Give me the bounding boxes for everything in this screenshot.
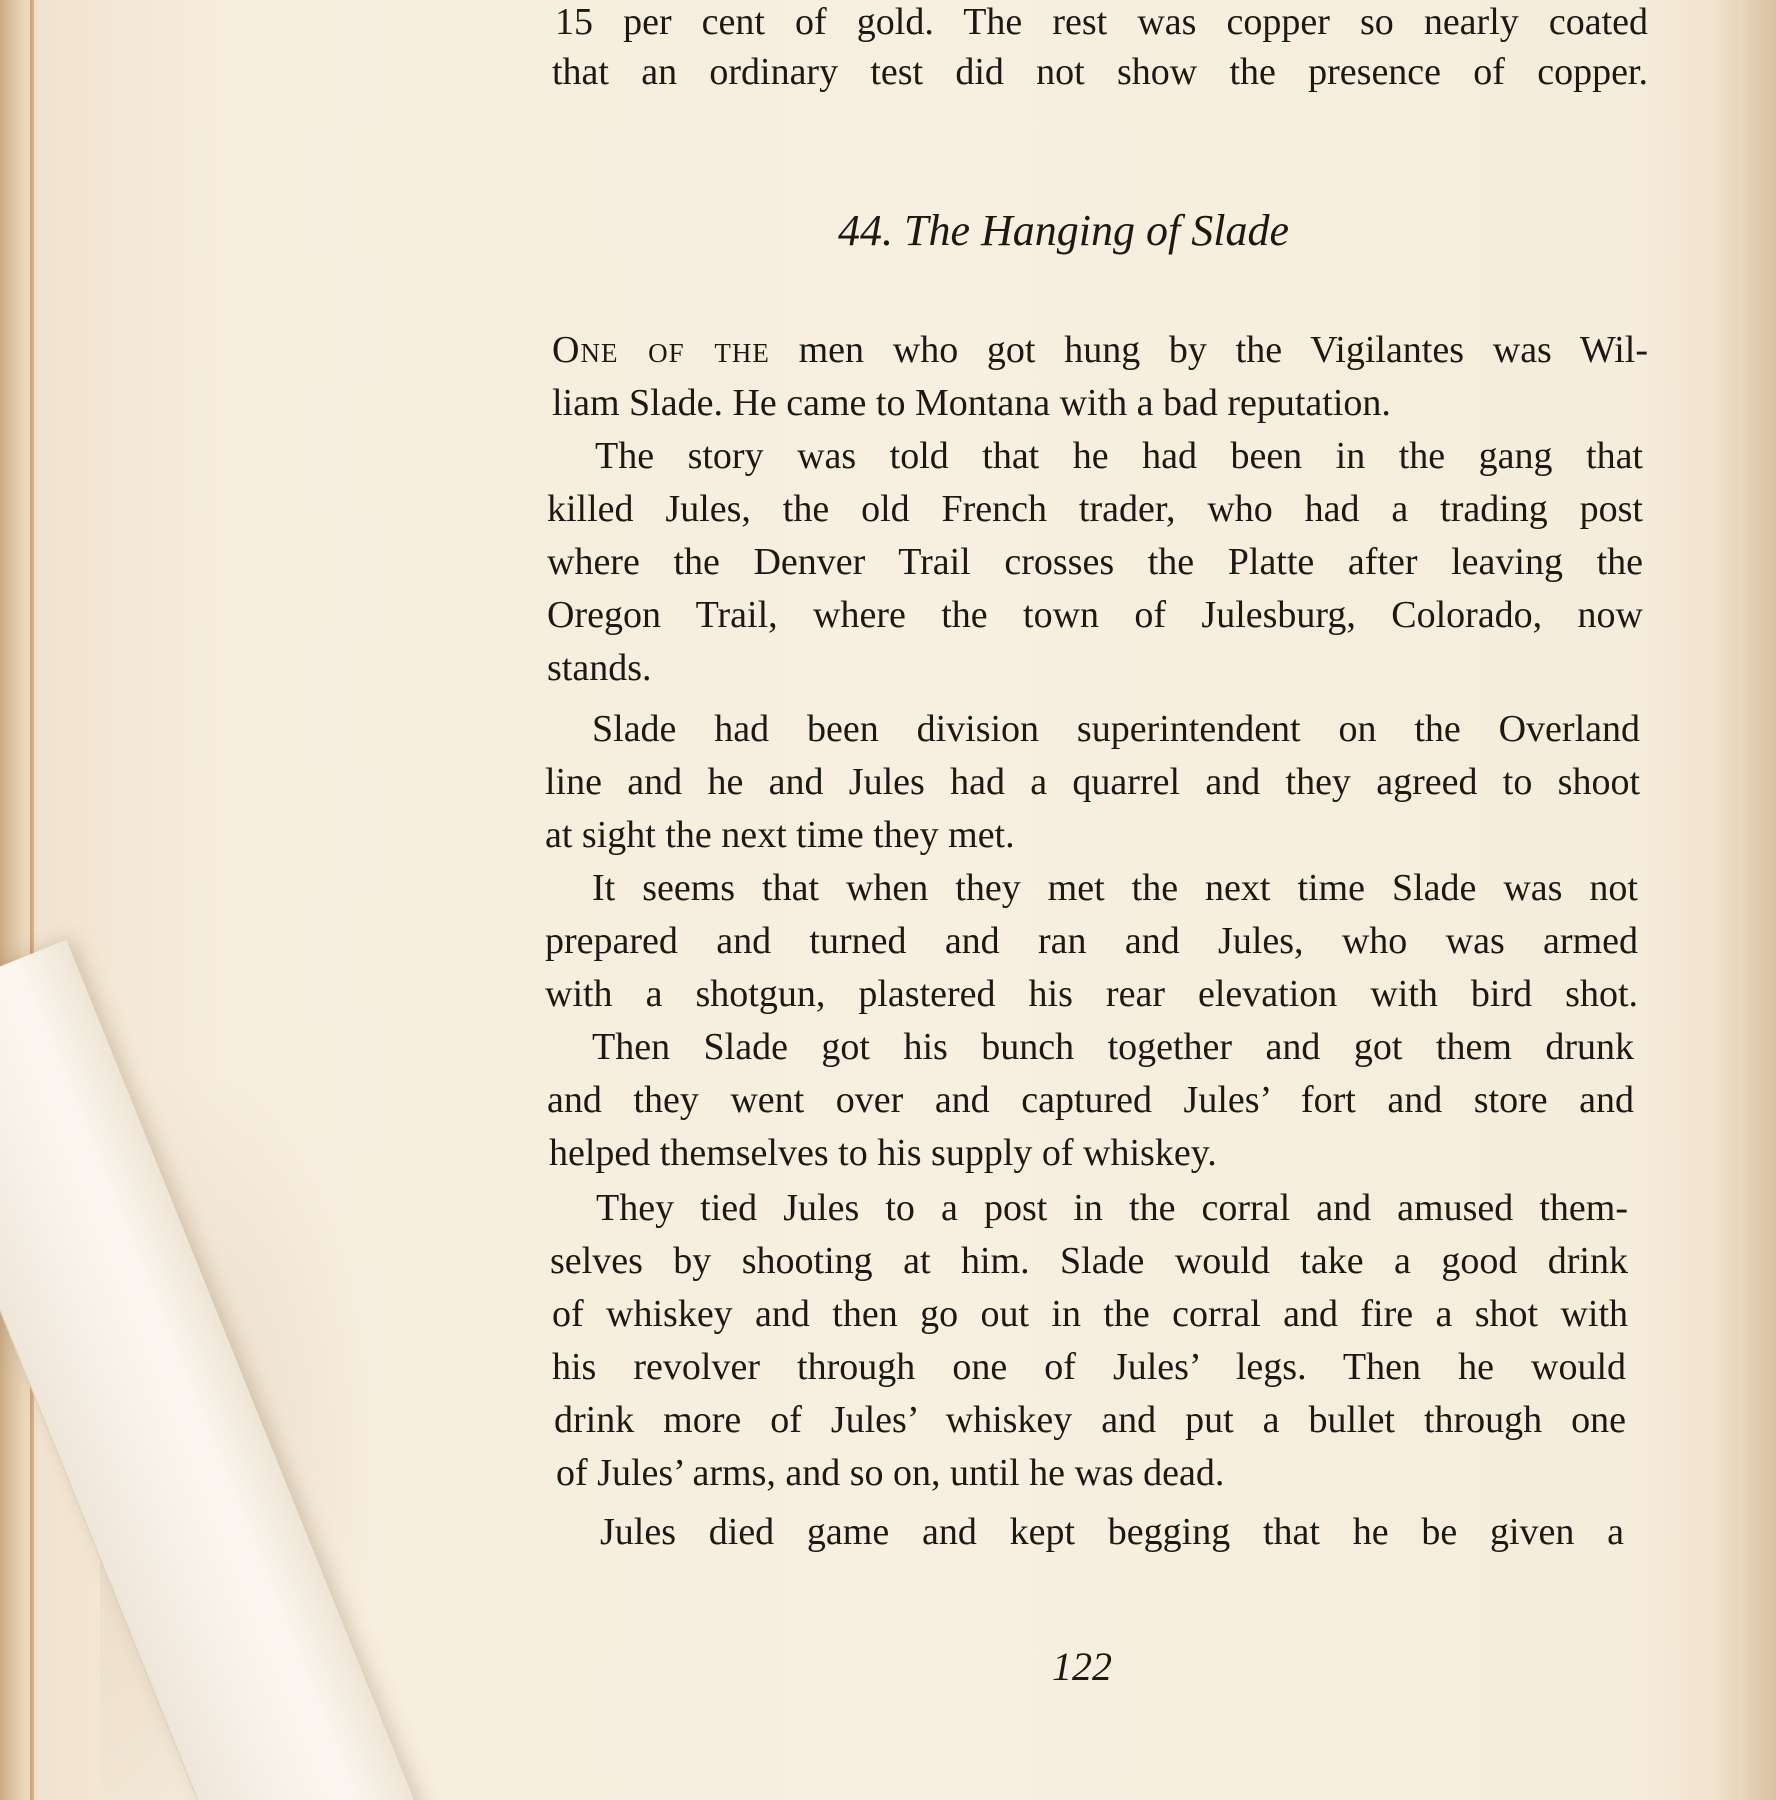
right-gutter-shadow bbox=[1716, 0, 1776, 1800]
para-4-line-1: It seems that when they met the next time Slade was not bbox=[592, 867, 1638, 909]
para-5-line-3: helped themselves to his supply of whiskey. bbox=[549, 1132, 1217, 1174]
page-number: 122 bbox=[1052, 1644, 1112, 1689]
para-1-line-2: liam Slade. He came to Montana with a bad reputation. bbox=[552, 382, 1391, 424]
para-6-line-4: his revolver through one of Jules’ legs. Then he would bbox=[552, 1346, 1626, 1388]
top-line-1: 15 per cent of gold. The rest was copper so nearly coated bbox=[555, 1, 1648, 43]
opening-smallcaps: One of the bbox=[552, 329, 770, 371]
para-5-line-1: Then Slade got his bunch together and got them drunk bbox=[592, 1026, 1634, 1068]
chapter-title: 44. The Hanging of Slade bbox=[838, 206, 1289, 255]
para-7-line-1: Jules died game and kept begging that he be given a bbox=[600, 1511, 1624, 1553]
para-3-line-3: at sight the next time they met. bbox=[545, 814, 1015, 856]
para-4-line-3: with a shotgun, plastered his rear elevation with bird shot. bbox=[545, 973, 1638, 1015]
para-6-line-5: drink more of Jules’ whiskey and put a bullet through one bbox=[554, 1399, 1626, 1441]
para-6-line-6: of Jules’ arms, and so on, until he was dead. bbox=[556, 1452, 1225, 1494]
para-6-line-1: They tied Jules to a post in the corral and amused them- bbox=[596, 1187, 1628, 1229]
para-2-line-4: Oregon Trail, where the town of Julesburg, Colorado, now bbox=[547, 594, 1643, 636]
para-4-line-2: prepared and turned and ran and Jules, who was armed bbox=[545, 920, 1638, 962]
para-2-line-5: stands. bbox=[547, 647, 652, 689]
para-3-line-1: Slade had been division superintendent on the Overland bbox=[592, 708, 1640, 750]
para-2-line-1: The story was told that he had been in the gang that bbox=[595, 435, 1643, 477]
para-2-line-2: killed Jules, the old French trader, who had a trading post bbox=[547, 488, 1643, 530]
para-2-line-3: where the Denver Trail crosses the Platte after leaving the bbox=[547, 541, 1643, 583]
para-5-line-2: and they went over and captured Jules’ fort and store and bbox=[547, 1079, 1634, 1121]
para-1-line-1-text: men who got hung by the Vigilantes was Wil- bbox=[769, 329, 1648, 371]
para-1-line-1 bbox=[552, 324, 1648, 377]
binding-line bbox=[30, 0, 34, 1800]
para-6-line-2: selves by shooting at him. Slade would take a good drink bbox=[550, 1240, 1628, 1282]
para-3-line-2: line and he and Jules had a quarrel and they agreed to shoot bbox=[545, 761, 1640, 803]
para-6-line-3: of whiskey and then go out in the corral and fire a shot with bbox=[552, 1293, 1628, 1335]
top-line-2: that an ordinary test did not show the presence of copper. bbox=[552, 51, 1648, 93]
